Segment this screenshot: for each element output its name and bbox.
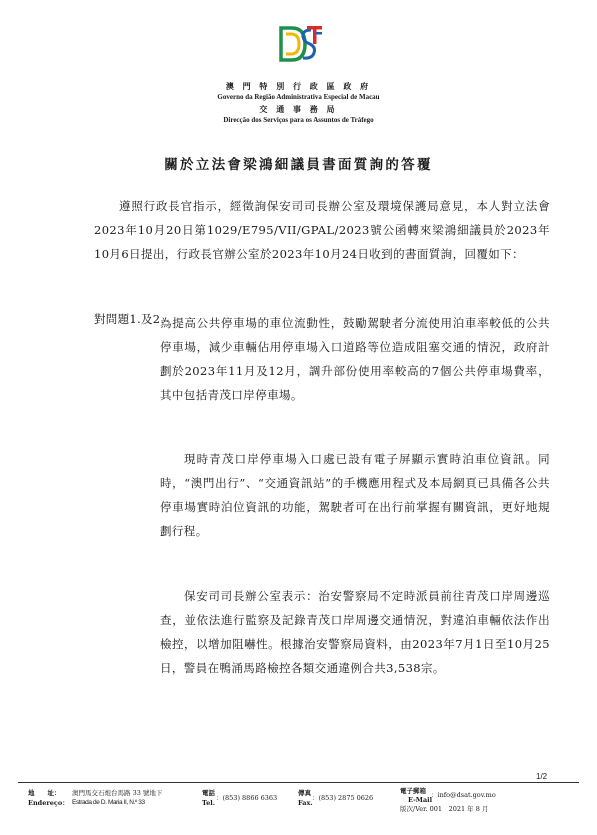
address-portuguese: Estrada de D. Maria II, N.º 33 xyxy=(72,799,145,806)
email-label-portuguese: E-Mail xyxy=(408,796,433,804)
tel-number: ：(853) 8866 6363 xyxy=(216,794,278,802)
tel-label-chinese: 電話 xyxy=(202,789,215,797)
answer-paragraph-1: 為提高公共停車場的車位流動性，鼓勵駕駛者分流使用泊車率較低的公共停車場，減少車輛佔用停車場入口道路等位造成阻塞交通的情況，政府計劃於2023年11月及12月，調升部份使用率較高的7個公共停車場費率，其中包括青茂口岸停車場。 xyxy=(160,316,550,402)
department-name-chinese: 交 通 事 務 局 xyxy=(259,104,338,114)
address-chinese: 澳門馬交石炮台馬路 33 號地下 xyxy=(72,789,163,797)
page-number: 1/2 xyxy=(536,772,548,781)
department-name-portuguese: Direcção dos Serviços para os Assuntos de Tráfego xyxy=(223,116,374,124)
question-label: 對問題1.及2. xyxy=(94,312,165,326)
government-name-portuguese: Governo da Região Administrativa Especial de Macau xyxy=(217,93,380,101)
address-label-portuguese: Endereço： xyxy=(28,799,69,807)
tel-label-portuguese: Tel. xyxy=(202,799,215,807)
fax-label-portuguese: Fax. xyxy=(298,799,313,807)
address-label-chinese: 地 址： xyxy=(28,789,61,797)
footer-divider xyxy=(18,782,579,783)
email-address[interactable]: ：info@dsat.gov.mo xyxy=(431,791,496,799)
fax-number: ：(853) 2875 0626 xyxy=(312,794,374,802)
intro-paragraph: 遵照行政長官指示，經徵詢保安司司長辦公室及環境保護局意見，本人對立法會2023年10月20日第1029/E795/VII/GPAL/2023號公函轉來梁鴻細議員於2023年10月6日提出，行政長官辦公室於2023年10月24日收到的書面質詢，回覆如下： xyxy=(94,199,550,261)
answer-paragraph-3: 保安司司長辦公室表示：治安警察局不定時派員前往青茂口岸周邊巡查，並依法進行監察及記錄青茂口岸周邊交通情況，對違泊車輛依法作出檢控，以增加阻嚇性。根據治安警察局資料，由2023年7月1日至10月25日，警員在鴨涌馬路檢控各類交通違例合共3,538宗。 xyxy=(160,589,550,675)
dsat-logo xyxy=(278,20,324,66)
document-title: 關於立法會梁鴻細議員書面質詢的答覆 xyxy=(164,157,433,173)
email-label-chinese: 電子郵箱 xyxy=(400,787,426,795)
government-name-chinese: 澳 門 特 別 行 政 區 政 府 xyxy=(225,81,372,91)
fax-label-chinese: 傳真 xyxy=(298,789,311,797)
answer-paragraph-2: 現時青茂口岸停車場入口處已設有電子屏顯示實時泊車位資訊。同時，“澳門出行”、“交通資訊站”的手機應用程式及本局網頁已具備各公共停車場實時泊位資訊的功能，駕駛者可在出行前掌握有關資訊，更好地規劃行程。 xyxy=(160,452,550,538)
version-info: 版次/Ver. 001 2021 年 8 月 xyxy=(400,805,489,813)
